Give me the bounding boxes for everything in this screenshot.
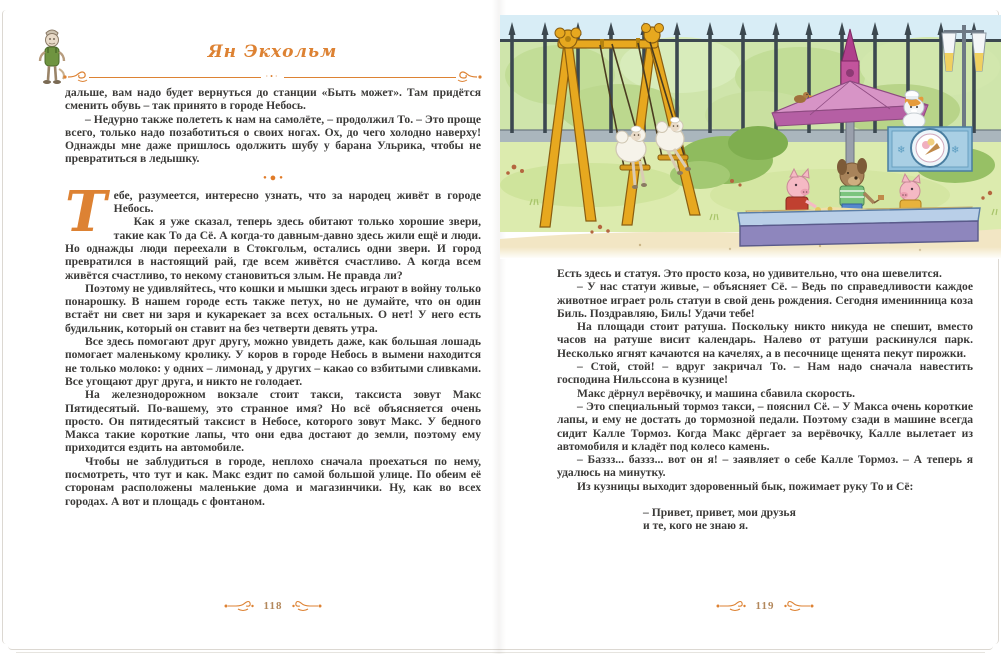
author-header: Ян Экхольм <box>207 42 338 62</box>
footer-flourish-right-icon <box>292 600 322 612</box>
paragraph: Есть здесь и статуя. Это просто коза, но удивительно, что она шевелится. <box>557 267 942 280</box>
footer-flourish-left-icon <box>224 600 254 612</box>
page-number: 119 <box>755 600 775 613</box>
flourish-left-icon <box>63 70 89 84</box>
flourish-right-icon <box>456 70 482 84</box>
paragraph: – Баззз... баззз... вот он я! – заявляет о себе Калле Тормоз. – А теперь я удалюсь на минутку. <box>557 453 973 480</box>
paragraph: ебе, разумеется, интересно узнать, что за народец живёт в городе Небось. <box>113 188 481 216</box>
paragraph: дальше, вам надо будет вернуться до станции «Быть может». Там придётся сменить обувь – так принято в городе Небось. <box>65 86 481 113</box>
verse-block <box>643 506 973 533</box>
paragraph: Как я уже сказал, теперь здесь обитают только хорошие звери, такие как То да Сё. А когда-то давным-давно здесь жили ещё и люди. Но однажды люди переехали в Стокгольм, остались одни звери. И город превратился в настоящий рай, где всем живётся счастливо. А когда всем живётся счастливо, то некому становиться злым. Не правда ли? <box>65 215 481 282</box>
left-page-text-column <box>65 86 481 508</box>
rule-line <box>89 77 261 78</box>
right-page-text-column <box>557 267 973 533</box>
three-dots-divider-icon: ● ● ● <box>263 171 283 184</box>
page-number: 118 <box>263 600 283 613</box>
verse-line: и те, кого не знаю я. <box>643 519 749 533</box>
paragraph: Поэтому не удивляйтесь, что кошки и мышки здесь играют в войну только понарошку. В нашем городе есть также петух, но не думайте, что он один встаёт ни свет ни заря и кукарекает за всех остальных. О нет! У него есть будильник, который он ставит на без четверти девять утра. <box>65 281 481 335</box>
right-page-footer <box>557 597 973 615</box>
footer-flourish-left-icon <box>716 600 746 612</box>
rule-line <box>284 77 456 78</box>
paragraph: На железнодорожном вокзале стоит такси, таксиста зовут Макс Пятидесятый. По-вашему, это странное имя? Но всё объясняется очень просто. Он пятидесятый таксист в Небосе, которого зовут Макс. У бедного Макса такие короткие лапы, что они едва достают до земли, поэтому ему приходится ездить на автомобиле. <box>65 388 481 455</box>
paragraph: – У нас статуи живые, – объясняет Сё. – Ведь по справедливости каждое животное играет роль статуи в свой день рождения. Сегодня именинница коза Биль. Поздравляю, Биль! Удачи тебе! <box>557 280 973 320</box>
paragraph: – Стой, стой! – вдруг закричал То. – Нам надо сначала навестить господина Нильссона в кузнице! <box>557 360 973 387</box>
header-rule-ornament <box>63 70 482 84</box>
paragraph: – Это специальный тормоз такси, – пояснил Сё. – У Макса очень короткие лапы, и ему не достать до тормозной педали. Поэтому сзади в машине всегда сидит Калле Тормоз. Когда Макс дёргает за верёвочку, Калле вылетает из автомобиля и кладёт под колесо камень. <box>557 399 973 453</box>
rule-center-dots-icon: ·•· <box>265 72 280 81</box>
paragraph: Чтобы не заблудиться в городе, неплохо сначала проехаться по нему, посмотреть, что тут и как. Макс ездит по самой большой улице. По обеим её сторонам расположены маленькие дома и магазинчики. Ну, как во всех городах. А вот и площадь с фонтаном. <box>65 454 481 508</box>
dropcap-paragraph <box>65 178 481 245</box>
paragraph: Макс дёрнул верёвочку, и машина сбавила скорость. <box>577 386 856 400</box>
left-page-footer <box>65 597 481 615</box>
paragraph: – Недурно также полететь к нам на самолёте, – продолжил То. – Это проще всего, только надо позаботиться о своих ногах. Ох, до чего холодно наверху! Однажды мне даже пришлось одолжить шубу у барана Ульрика, чтобы не превратиться в ледышку. <box>65 112 481 166</box>
svg-text:❄: ❄ <box>951 145 960 156</box>
paragraph: Все здесь помогают друг другу, можно увидеть даже, как большая лошадь помогает маленькому кролику. У коров в городе Небось в вымени находится не только молоко: у одних – лимонад, у других – какао со взбитыми сливками. Все угощают друг друга, и никто не голодает. <box>65 335 481 388</box>
svg-text:❄: ❄ <box>897 145 906 156</box>
footer-flourish-right-icon <box>784 600 814 612</box>
paragraph: На площади стоит ратуша. Поскольку никто никуда не спешит, вместо часов на ратуше висит календарь. Налево от ратуши раскинулся парк. Несколько ягнят качаются на качелях, а в песочнице щенята пекут пирожки. <box>557 320 973 360</box>
dropcap-letter: Т <box>65 178 107 245</box>
page-edge-left <box>2 10 7 644</box>
playground-scene-illustration <box>500 15 1001 258</box>
paragraph: Из кузницы выходит здоровенный бык, пожимает руку То и Сё: <box>577 479 914 493</box>
verse-line: – Привет, привет, мои друзья <box>643 506 796 520</box>
